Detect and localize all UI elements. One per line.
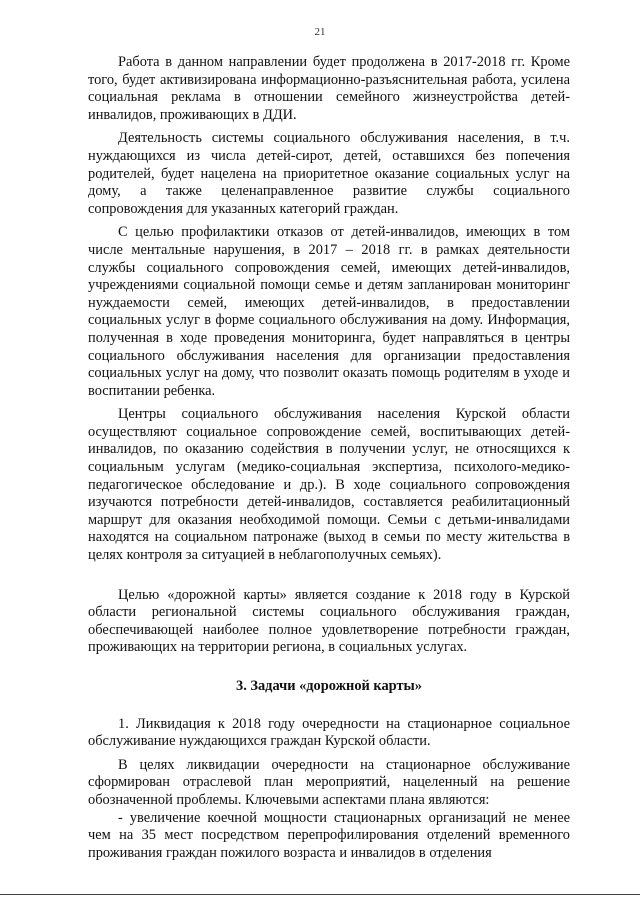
document-body <box>88 54 570 862</box>
paragraph-action-plan: В целях ликвидации очередности на стационарное обслуживание сформирован отраслевой план мероприятий, нацеленный на решение обозначенной проблемы. Ключевыми аспектами плана являются: <box>88 756 570 808</box>
paragraph-work-continuation: Работа в данном направлении будет продолжена в 2017-2018 гг. Кроме того, будет активизирована информационно-разъяснительная работа, усилена социальная реклама в отношении семейного жизнеустройства детей-инвалидов, проживающих в ДДИ. <box>88 54 570 123</box>
footer-divider <box>0 894 640 895</box>
paragraph-roadmap-goal: Целью «дорожной карты» является создание к 2018 году в Курской области региональной системы социального обслуживания граждан, обеспечивающей наиболее полное удовлетворение потребности граждан, проживающих на территории региона, в социальных услугах. <box>88 586 570 656</box>
paragraph-prevention-monitoring: С целью профилактики отказов от детей-инвалидов, имеющих в том числе ментальные нарушения, в 2017 – 2018 гг. в рамках деятельности службы социального сопровождения семей, имеющих детей-инвалидов, учреждениями социальной помощи семье и детям запланирован мониторинг нуждаемости семей, имеющих детей-инвалидов, в предоставлении социальных услуг в форме социального обслуживания на дому. Информация, полученная в ходе проведения мониторинга, будет направляться в центры социального обслуживания населения для организации предоставления социальных услуг на дому, что позволит оказать помощь родителям в уходе и воспитании ребенка. <box>88 224 570 399</box>
paragraph-bed-capacity: - увеличение коечной мощности стационарных организаций не менее чем на 35 мест посредством перепрофилирования отделений временного проживания граждан пожилого возраста и инвалидов в отделения <box>88 809 570 861</box>
section-heading: 3. Задачи «дорожной карты» <box>236 678 422 694</box>
page-number: 21 <box>314 26 326 38</box>
paragraph-task-1: 1. Ликвидация к 2018 году очередности на стационарное социальное обслуживание нуждающихся граждан Курской области. <box>88 715 570 750</box>
paragraph-social-support-centers: Центры социального обслуживания населения Курской области осуществляют социальное сопровождение семей, воспитывающих детей-инвалидов, по оказанию содействия в получении услуг, не относящихся к социальным услугам (медико-социальная экспертиза, психолого-медико-педагогическое обследование и др.). В ходе социального сопровождения изучаются потребности детей-инвалидов, составляется реабилитационный маршрут для оказания необходимой помощи. Семьи с детьми-инвалидами находятся на социальном патронаже (выход в семьи по месту жительства в целях контроля за ситуацией в неблагополучных семьях). <box>88 406 570 564</box>
paragraph-social-service-activity: Деятельность системы социального обслуживания населения, в т.ч. нуждающихся из числа детей-сирот, детей, оставшихся без попечения родителей, будет нацелена на приоритетное оказание социальных услуг на дому, а также целенаправленное развитие службы социального сопровождения для указанных категорий граждан. <box>88 130 570 217</box>
